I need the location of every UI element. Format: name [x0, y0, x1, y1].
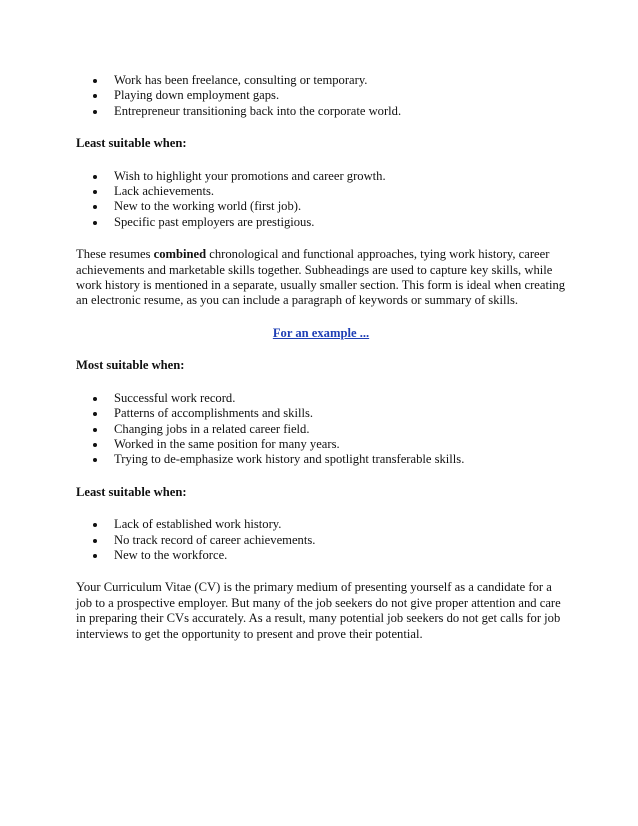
- bullet-icon: [93, 554, 97, 558]
- bullet-icon: [93, 458, 97, 462]
- list-item: Trying to de-emphasize work history and spotlight transferable skills.: [76, 452, 566, 467]
- bullet-icon: [93, 523, 97, 527]
- list-item: Patterns of accomplishments and skills.: [76, 406, 566, 421]
- list-item: Changing jobs in a related career field.: [76, 422, 566, 437]
- least-suitable-list: [76, 169, 566, 231]
- list-item: Entrepreneur transitioning back into the corporate world.: [76, 104, 566, 119]
- list-item: Playing down employment gaps.: [76, 88, 566, 103]
- top-bullet-list: [76, 73, 566, 119]
- bullet-icon: [93, 175, 97, 179]
- combined-keyword: combined: [153, 247, 207, 262]
- list-item: No track record of career achievements.: [76, 533, 566, 548]
- bullet-icon: [93, 397, 97, 401]
- most-suitable-list: [76, 391, 566, 468]
- bullet-icon: [93, 205, 97, 209]
- bullet-icon: [93, 428, 97, 432]
- list-item: Wish to highlight your promotions and career growth.: [76, 169, 566, 184]
- bullet-icon: [93, 443, 97, 447]
- list-item: Work has been freelance, consulting or temporary.: [76, 73, 566, 88]
- list-item: New to the workforce.: [76, 548, 566, 563]
- list-item: New to the working world (first job).: [76, 199, 566, 214]
- list-item: Worked in the same position for many years.: [76, 437, 566, 452]
- bullet-icon: [93, 412, 97, 416]
- document-page: [76, 73, 566, 642]
- list-item: Specific past employers are prestigious.: [76, 215, 566, 230]
- least-suitable-heading-2: Least suitable when:: [76, 484, 187, 499]
- list-item: Lack achievements.: [76, 184, 566, 199]
- cv-paragraph: Your Curriculum Vitae (CV) is the primary medium of presenting yourself as a candidate for a job to a prospective employer. But many of the job seekers do not give proper attention and care in preparing their CVs accurately. As a result, many potential job seekers do not get calls for job interviews to get the opportunity to present and prove their potential.: [76, 580, 561, 641]
- most-suitable-heading: Most suitable when:: [76, 358, 185, 373]
- bullet-icon: [93, 79, 97, 83]
- bullet-icon: [93, 190, 97, 194]
- bullet-icon: [93, 539, 97, 543]
- least-suitable-heading: Least suitable when:: [76, 136, 187, 151]
- example-link[interactable]: For an example ...: [272, 325, 370, 340]
- bullet-icon: [93, 94, 97, 98]
- bullet-icon: [93, 221, 97, 225]
- least-suitable-list-2: [76, 517, 566, 563]
- list-item: Lack of established work history.: [76, 517, 566, 532]
- bullet-icon: [93, 110, 97, 114]
- example-link-row: [76, 326, 566, 341]
- combined-resume-paragraph: These resumes combined chronological and functional approaches, tying work history, career achievements and marketable skills together. Subheadings are used to capture key skills, while work history is mentioned in a separate, usually smaller section. This form is ideal when creating an electronic resume, as you can include a paragraph of keywords or summary of skills.: [76, 247, 566, 308]
- list-item: Successful work record.: [76, 391, 566, 406]
